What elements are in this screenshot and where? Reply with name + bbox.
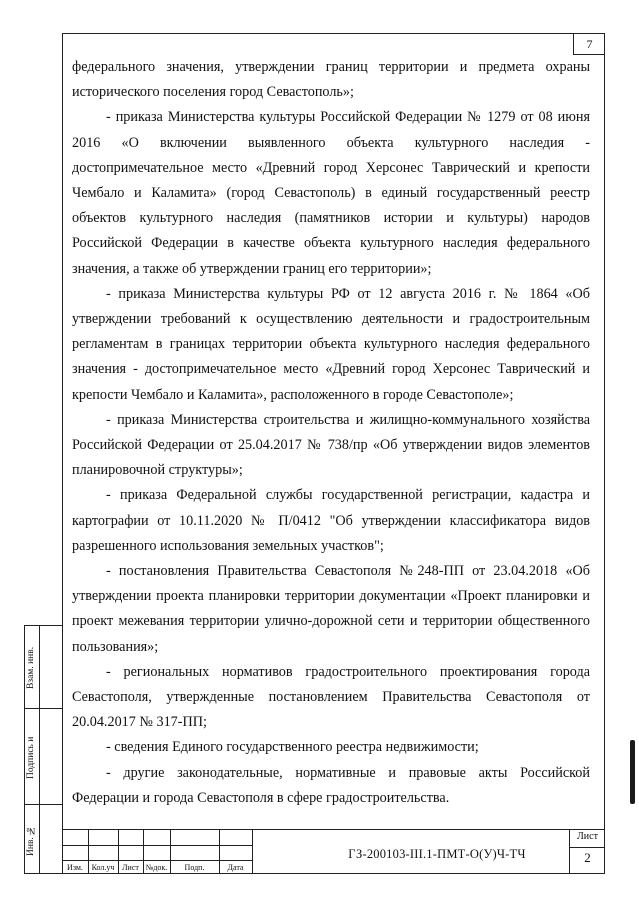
sheet-label: Лист: [577, 831, 598, 842]
document-code: ГЗ-200103-III.1-ПМТ-О(У)Ч-ТЧ: [348, 847, 526, 861]
stamp-col-kol-uch: Кол.уч: [91, 863, 115, 872]
paragraph: - сведения Единого государственного реестра недвижимости;: [106, 739, 479, 756]
scan-edge-mark: [630, 740, 635, 804]
title-block-stamp: [62, 829, 605, 874]
paragraph: - постановления Правительства Севастополя №248-ПП от 23.04.2018 «Об утверждении проекта планировки территории документации «Проект планировки и проект межевания территории улично-дорожной сети и территории общественного пользования»;: [72, 563, 590, 655]
stamp-col-podp: Подп.: [184, 863, 205, 872]
stamp-col-list: Лист: [122, 863, 139, 872]
document-body: [72, 55, 590, 811]
paragraph: - региональных нормативов градостроительного проектирования города Севастополя, утвержденные постановлением Правительства Севастополя от 20.04.2017 № 317-ПП;: [72, 663, 590, 731]
side-label-vzam-inv: Взам. инв.: [26, 646, 36, 690]
side-strip: [24, 625, 62, 874]
side-label-podpis: Подпись и: [26, 736, 36, 780]
paragraph: - приказа Федеральной службы государственной регистрации, кадастра и картографии от 10.11.2020 № П/0412 "Об утверждении классификатора видов разрешенного использования земельных участков";: [72, 487, 590, 554]
stamp-col-data: Дата: [227, 863, 244, 872]
stamp-row-line: [62, 845, 252, 846]
sheet-number: 2: [584, 850, 591, 865]
stamp-col-ndok: №док.: [145, 863, 168, 872]
side-label-inv-no: Инв. №: [26, 824, 36, 856]
paragraph: федерального значения, утверждении границ территории и предмета охраны исторического поселения город Севастополь»;: [72, 59, 590, 101]
page-number: 7: [573, 33, 605, 55]
paragraph: - приказа Министерства культуры Российской Федерации № 1279 от 08 июня 2016 «О включении выявленного объекта культурного наследия - достопримечательное место «Древний город Херсонес Таврический и крепости Чембало и Каламита» (город Севастополь) в единый государственный реестр объектов культурного наследия (памятников истории и культуры) народов Российской Федерации в качестве объекта культурного наследия федерального значения, а также об утверждении границ его территории»;: [72, 109, 590, 277]
paragraph: - приказа Министерства строительства и жилищно-коммунального хозяйства Российской Федерации от 25.04.2017 № 738/пр «Об утверждении видов элементов планировочной структуры»;: [72, 411, 590, 479]
paragraph: - приказа Министерства культуры РФ от 12 августа 2016 г. № 1864 «Об утверждении требований к осуществлению деятельности и градостроительным регламентам в границах территории объекта культурного наследия федерального значения - достопримечательное место «Древний город Херсонес Таврический и крепости Чембало и Каламита», расположенного в городе Севастополе»;: [72, 285, 590, 403]
paragraph: - другие законодательные, нормативные и правовые акты Российской Федерации и города Севастополя в сфере градостроительства.: [72, 764, 590, 806]
stamp-row-line: [569, 847, 605, 848]
stamp-col-izm: Изм.: [67, 863, 83, 872]
stamp-divider: [252, 830, 253, 874]
